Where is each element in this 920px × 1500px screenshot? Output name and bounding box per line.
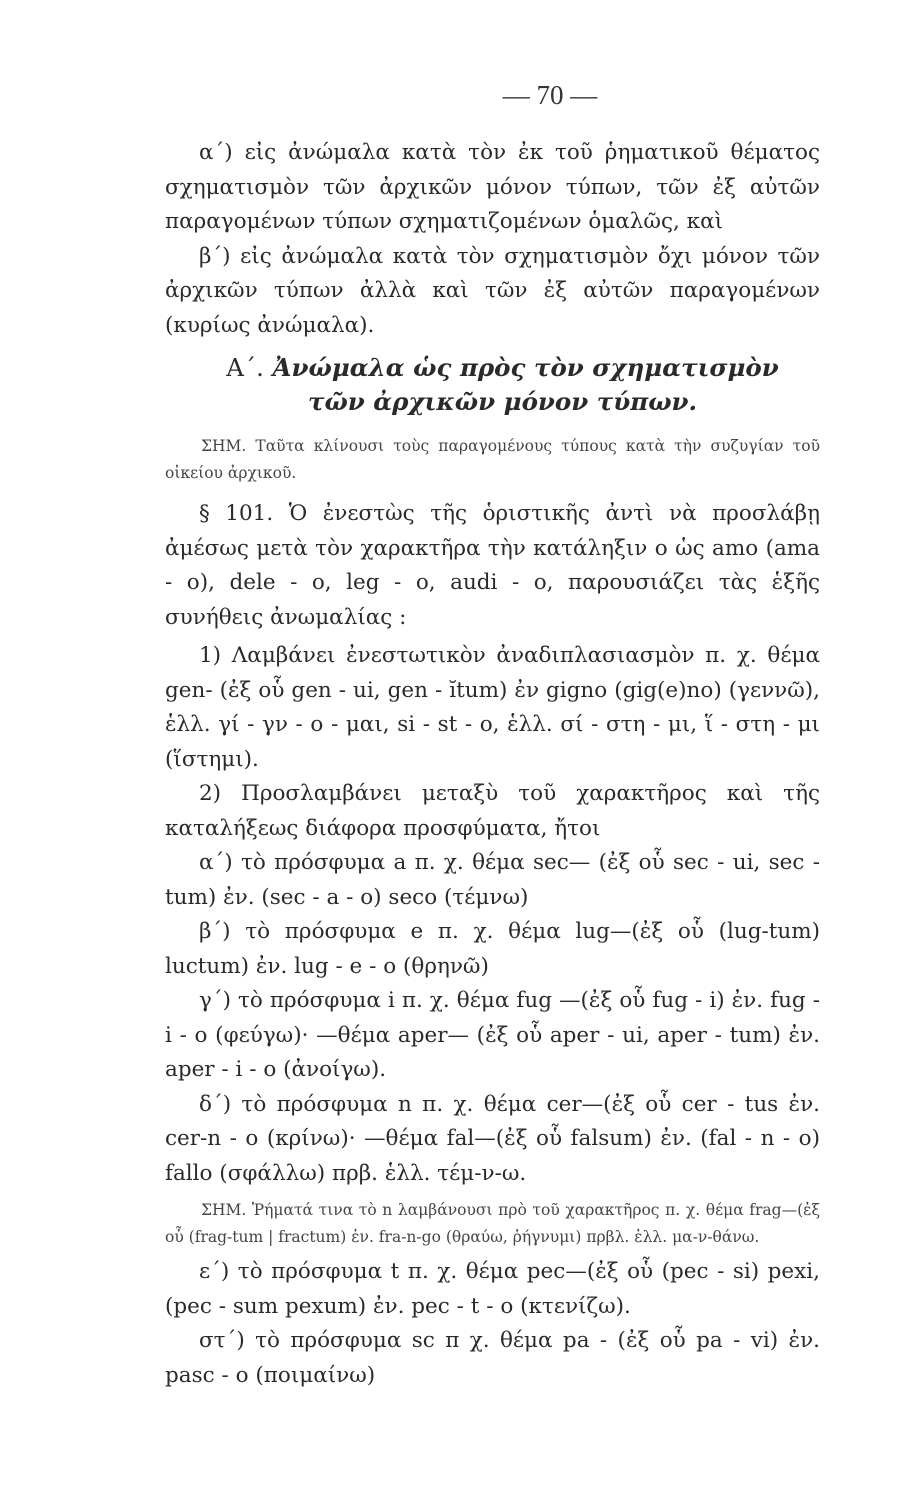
item-2f: στ΄) τὸ πρόσφυμα sc π χ. θέμα pa - (ἐξ οὗ pa - vi) ἐν. pasc - o (ποιμαίνω) <box>165 1328 820 1388</box>
item-2a: α΄) τὸ πρόσφυμα a π. χ. θέμα sec— (ἐξ οὗ sec - ui, sec - tum) ἐν. (sec - a - o) seco (τέμνω) <box>165 850 820 910</box>
item-1: 1) Λαμβάνει ἐνεστωτικὸν ἀναδιπλασιασμὸν π. χ. θέμα gen- (ἐξ οὗ gen - ui, gen - ĭtum) ἐν gigno (gig(e)no) (γεννῶ), ἑλλ. γί - γν - ο - μαι, si - st - o, ἑλλ. σί - στη - μι, ἵ - στη - μι (ἵστημι). <box>165 643 820 772</box>
note-2: ΣΗΜ. Ῥήματά τινα τὸ n λαμβάνουσι πρὸ τοῦ χαρακτῆρος π. χ. θέμα frag—(ἐξ οὗ (frag-tum | fractum) ἐν. fra-n-go (θραύω, ῥήγνυμι) πρβλ. ἑλλ. μα-ν-θάνω. <box>165 1201 820 1246</box>
page-number: — 70 — <box>502 80 598 110</box>
item-2: 2) Προσλαμβάνει μεταξὺ τοῦ χαρακτῆρος καὶ τῆς καταλήξεως διάφορα προσφύματα, ἤτοι <box>165 781 820 841</box>
item-2b: β΄) τὸ πρόσφυμα e π. χ. θέμα lug—(ἐξ οὗ (lug-tum) luctum) ἐν. lug - e - o (θρηνῶ) <box>165 919 820 979</box>
section-heading <box>165 351 820 419</box>
item-2c: γ΄) τὸ πρόσφυμα i π. χ. θέμα fug —(ἐξ οὗ fug - i) ἐν. fug - i - o (φεύγω)· —θέμα aper— (ἐξ οὗ aper - ui, aper - tum) ἐν. aper - i - o (ἀνοίγω). <box>165 988 820 1082</box>
note-1: ΣΗΜ. Ταῦτα κλίνουσι τοὺς παραγομένους τύπους κατὰ τὴν συζυγίαν τοῦ οἰκείου ἀρχικοῦ. <box>165 437 820 482</box>
intro-paragraph-a: α΄) εἰς ἀνώμαλα κατὰ τὸν ἐκ τοῦ ῥηματικοῦ θέματος σχηματισμὸν τῶν ἀρχικῶν μόνον τύπων, τῶν ἐξ αὐτῶν παραγομένων τύπων σχηματιζομένων ὁμαλῶς, καὶ <box>165 140 820 234</box>
paragraph-101: § 101. Ὁ ἐνεστὼς τῆς ὁριστικῆς ἀντὶ νὰ προσλάβῃ ἀμέσως μετὰ τὸν χαρακτῆρα τὴν κατάληξιν ο ὡς amo (ama - o), dele - o, leg - o, audi - o, παρουσιάζει τὰς ἑξῆς συνήθεις ἀνωμαλίας : <box>165 501 820 630</box>
item-2d: δ΄) τὸ πρόσφυμα n π. χ. θέμα cer—(ἐξ οὗ cer - tus ἐν. cer-n - o (κρίνω)· —θέμα fal—(ἐξ οὗ falsum) ἐν. (fal - n - o) fallo (σφάλλω) πρβ. ἑλλ. τέμ-ν-ω. <box>165 1091 820 1186</box>
heading-line-1: Ἀνώμαλα ὡς πρὸς τὸν σχηματισμὸν <box>272 353 779 382</box>
heading-line-2: τῶν ἀρχικῶν μόνον τύπων. <box>307 387 698 416</box>
item-2e: ε΄) τὸ πρόσφυμα t π. χ. θέμα pec—(ἐξ οὗ (pec - si) pexi, (pec - sum pexum) ἐν. pec - t - o (κτενίζω). <box>165 1259 820 1319</box>
intro-paragraph-b: β΄) εἰς ἀνώμαλα κατὰ τὸν σχηματισμὸν ὄχι μόνον τῶν ἀρχικῶν τύπων ἀλλὰ καὶ τῶν ἐξ αὐτῶν παραγομένων (κυρίως ἀνώμαλα). <box>165 243 820 338</box>
page-content <box>165 136 820 1393</box>
heading-prefix: Α΄. <box>226 353 264 382</box>
